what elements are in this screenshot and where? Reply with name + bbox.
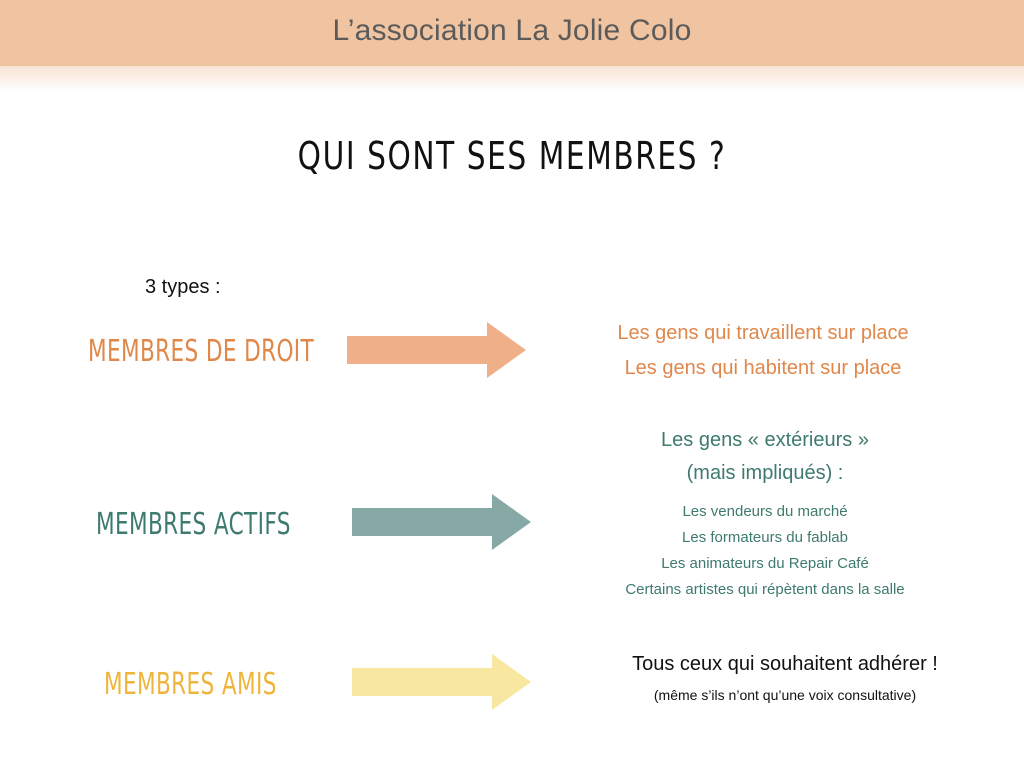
description-line: Les gens qui travaillent sur place <box>617 322 909 344</box>
membres-actifs-list <box>606 499 924 603</box>
header-title: L’association La Jolie Colo <box>332 14 692 47</box>
page-title: QUI SONT SES MEMBRES ? <box>297 134 727 178</box>
membres-actifs-heading <box>620 424 910 490</box>
membres-de-droit-description <box>600 316 926 386</box>
types-label: 3 types : <box>145 276 221 298</box>
list-item: Les animateurs du Repair Café <box>661 555 869 572</box>
membres-actifs-label: MEMBRES ACTIFS <box>96 507 291 542</box>
description-line: Les gens qui habitent sur place <box>624 357 902 379</box>
membres-amis-main: Tous ceux qui souhaitent adhérer ! <box>632 653 938 675</box>
arrow-right-icon <box>352 492 532 552</box>
header-shadow <box>0 66 1024 92</box>
list-item: Les vendeurs du marché <box>682 503 848 520</box>
list-item: Certains artistes qui répètent dans la salle <box>625 581 905 598</box>
list-item: Les formateurs du fablab <box>682 529 848 546</box>
heading-line: Les gens « extérieurs » <box>661 429 869 451</box>
membres-amis-sub: (même s’ils n’ont qu’une voix consultative) <box>653 687 917 703</box>
membres-amis-label: MEMBRES AMIS <box>104 667 277 702</box>
membres-de-droit-label: MEMBRES DE DROIT <box>88 334 315 369</box>
arrow-right-icon <box>347 320 527 380</box>
arrow-right-icon <box>352 652 532 712</box>
heading-line: (mais impliqués) : <box>686 462 844 484</box>
